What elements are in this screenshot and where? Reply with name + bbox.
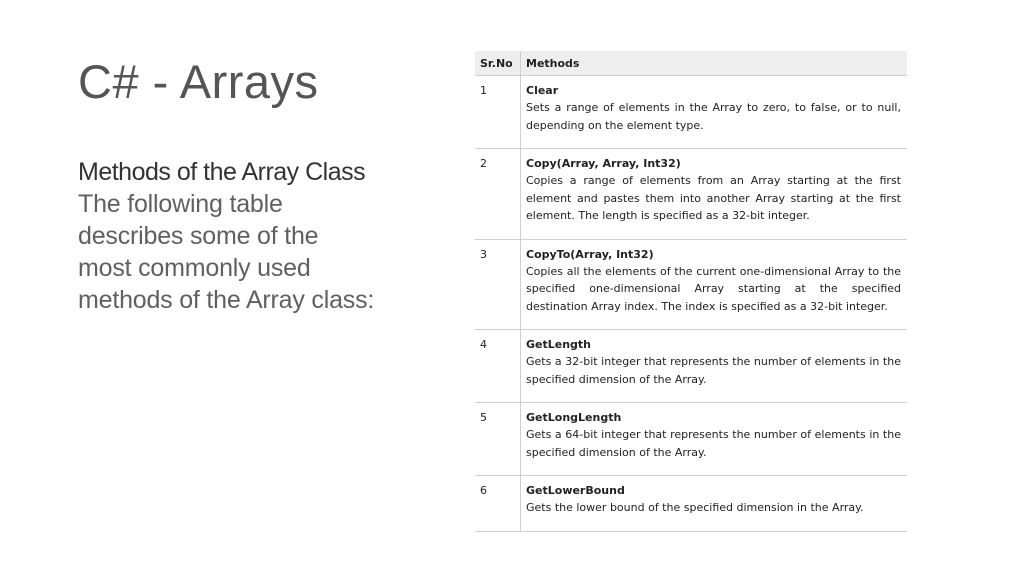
row-method-cell bbox=[521, 149, 908, 240]
method-description: Copies a range of elements from an Array starting at the first element and pastes them into another Array starting at the first element. The length is specified as a 32-bit integer. bbox=[526, 174, 901, 222]
method-name: GetLowerBound bbox=[526, 484, 625, 497]
header-methods: Methods bbox=[521, 51, 908, 76]
row-number: 6 bbox=[475, 476, 521, 532]
table-row bbox=[475, 149, 907, 240]
method-description: Gets a 64-bit integer that represents the number of elements in the specified dimension of the Array. bbox=[526, 428, 901, 459]
row-number: 4 bbox=[475, 330, 521, 403]
slide-subtitle: Methods of the Array Class bbox=[78, 158, 366, 186]
methods-table-container bbox=[475, 51, 907, 532]
row-method-cell bbox=[521, 330, 908, 403]
table-header-row bbox=[475, 51, 907, 76]
method-name: CopyTo(Array, Int32) bbox=[526, 247, 654, 261]
row-number: 3 bbox=[475, 239, 521, 330]
table-row bbox=[475, 239, 907, 330]
row-method-cell bbox=[521, 239, 908, 330]
table-row bbox=[475, 476, 907, 532]
row-number: 5 bbox=[475, 403, 521, 476]
row-method-cell bbox=[521, 403, 908, 476]
method-description: Sets a range of elements in the Array to zero, to false, or to null, depending on the element type. bbox=[526, 101, 901, 132]
method-description: Copies all the elements of the current one-dimensional Array to the specified one-dimensional Array starting at the specified destination Array index. The index is specified as a 32-bit integer. bbox=[526, 264, 901, 313]
table-row bbox=[475, 330, 907, 403]
methods-table bbox=[475, 51, 907, 532]
method-name: Copy(Array, Array, Int32) bbox=[526, 157, 681, 170]
row-number: 2 bbox=[475, 149, 521, 240]
slide-description: The following table describes some of the most commonly used methods of the Array class: bbox=[78, 190, 375, 314]
header-sr-no: Sr.No bbox=[475, 51, 521, 76]
method-name: Clear bbox=[526, 84, 559, 97]
table-row bbox=[475, 76, 907, 149]
table-row bbox=[475, 403, 907, 476]
row-method-cell bbox=[521, 476, 908, 532]
method-description: Gets a 32-bit integer that represents the number of elements in the specified dimension of the Array. bbox=[526, 355, 901, 386]
slide-title: C# - Arrays bbox=[78, 55, 319, 108]
method-name: GetLongLength bbox=[526, 411, 622, 424]
row-method-cell bbox=[521, 76, 908, 149]
intro-block bbox=[78, 156, 378, 316]
method-description: Gets the lower bound of the specified dimension in the Array. bbox=[526, 501, 864, 514]
row-number: 1 bbox=[475, 76, 521, 149]
method-name: GetLength bbox=[526, 338, 592, 351]
